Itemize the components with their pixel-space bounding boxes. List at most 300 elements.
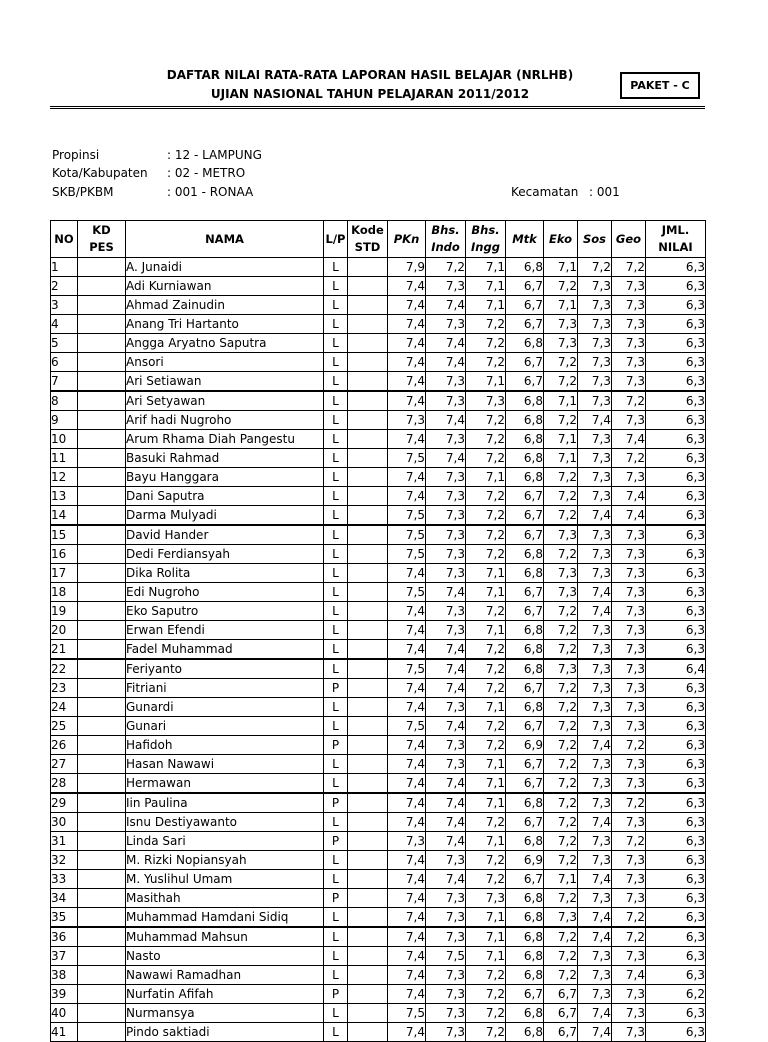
cell-bhs-indo: 7,4	[426, 640, 466, 660]
cell-geo: 7,3	[612, 602, 646, 621]
cell-pkn: 7,4	[388, 602, 426, 621]
cell-pkn: 7,4	[388, 793, 426, 813]
cell-bhs-ingg: 7,2	[466, 870, 506, 889]
cell-pkn: 7,4	[388, 1023, 426, 1042]
cell-jml-nilai: 6,3	[646, 851, 706, 870]
table-row	[51, 851, 706, 870]
cell-mtk: 6,7	[506, 602, 544, 621]
cell-lp: L	[324, 411, 348, 430]
cell-bhs-indo: 7,3	[426, 564, 466, 583]
cell-bhs-indo: 7,3	[426, 315, 466, 334]
col-eko: Eko	[544, 221, 578, 258]
table-row	[51, 334, 706, 353]
cell-bhs-ingg: 7,1	[466, 947, 506, 966]
cell-jml-nilai: 6,3	[646, 717, 706, 736]
cell-kode-std	[348, 545, 388, 564]
cell-lp: L	[324, 1004, 348, 1023]
cell-kd-pes	[78, 564, 126, 583]
cell-no: 7	[51, 372, 78, 392]
cell-nama: Ari Setiawan	[126, 372, 324, 392]
skb-label: SKB/PKBM	[52, 185, 114, 199]
cell-mtk: 6,8	[506, 1023, 544, 1042]
cell-no: 30	[51, 813, 78, 832]
cell-kd-pes	[78, 736, 126, 755]
cell-eko: 7,1	[544, 430, 578, 449]
cell-lp: L	[324, 277, 348, 296]
cell-kode-std	[348, 334, 388, 353]
cell-geo: 7,3	[612, 985, 646, 1004]
kecamatan-label: Kecamatan	[511, 185, 579, 199]
cell-kode-std	[348, 468, 388, 487]
cell-bhs-indo: 7,4	[426, 813, 466, 832]
cell-no: 38	[51, 966, 78, 985]
cell-nama: Hafidoh	[126, 736, 324, 755]
cell-bhs-ingg: 7,2	[466, 679, 506, 698]
cell-pkn: 7,4	[388, 487, 426, 506]
col-kd-pes	[78, 221, 126, 258]
cell-lp: L	[324, 698, 348, 717]
cell-lp: L	[324, 315, 348, 334]
table-row	[51, 736, 706, 755]
cell-mtk: 6,7	[506, 985, 544, 1004]
cell-bhs-indo: 7,4	[426, 870, 466, 889]
cell-mtk: 6,8	[506, 927, 544, 947]
cell-pkn: 7,3	[388, 411, 426, 430]
cell-no: 18	[51, 583, 78, 602]
cell-kd-pes	[78, 640, 126, 660]
cell-bhs-ingg: 7,2	[466, 602, 506, 621]
cell-kd-pes	[78, 430, 126, 449]
cell-lp: L	[324, 296, 348, 315]
cell-lp: L	[324, 927, 348, 947]
table-row	[51, 583, 706, 602]
table-row	[51, 908, 706, 928]
cell-sos: 7,3	[578, 640, 612, 660]
cell-jml-nilai: 6,3	[646, 430, 706, 449]
cell-bhs-ingg: 7,2	[466, 717, 506, 736]
cell-kode-std	[348, 449, 388, 468]
cell-nama: Hermawan	[126, 774, 324, 794]
cell-nama: Anang Tri Hartanto	[126, 315, 324, 334]
cell-sos: 7,3	[578, 334, 612, 353]
cell-pkn: 7,5	[388, 545, 426, 564]
kota-label: Kota/Kabupaten	[52, 166, 148, 180]
cell-mtk: 6,7	[506, 583, 544, 602]
cell-mtk: 6,9	[506, 851, 544, 870]
table-row	[51, 602, 706, 621]
cell-jml-nilai: 6,3	[646, 947, 706, 966]
cell-nama: Pindo saktiadi	[126, 1023, 324, 1042]
cell-jml-nilai: 6,3	[646, 966, 706, 985]
cell-bhs-ingg: 7,1	[466, 774, 506, 794]
cell-no: 8	[51, 391, 78, 411]
cell-mtk: 6,7	[506, 277, 544, 296]
table-row	[51, 947, 706, 966]
cell-bhs-ingg: 7,2	[466, 966, 506, 985]
cell-nama: Bayu Hanggara	[126, 468, 324, 487]
cell-no: 10	[51, 430, 78, 449]
cell-pkn: 7,4	[388, 315, 426, 334]
cell-pkn: 7,4	[388, 679, 426, 698]
cell-eko: 7,2	[544, 927, 578, 947]
cell-kode-std	[348, 564, 388, 583]
cell-no: 21	[51, 640, 78, 660]
cell-geo: 7,3	[612, 315, 646, 334]
cell-geo: 7,3	[612, 621, 646, 640]
cell-mtk: 6,8	[506, 621, 544, 640]
cell-kd-pes	[78, 545, 126, 564]
cell-mtk: 6,8	[506, 334, 544, 353]
cell-kd-pes	[78, 1023, 126, 1042]
cell-eko: 7,2	[544, 506, 578, 526]
cell-kode-std	[348, 870, 388, 889]
cell-bhs-indo: 7,4	[426, 679, 466, 698]
cell-kd-pes	[78, 525, 126, 545]
cell-bhs-indo: 7,3	[426, 908, 466, 928]
cell-geo: 7,3	[612, 296, 646, 315]
table-row	[51, 258, 706, 277]
cell-kd-pes	[78, 889, 126, 908]
cell-bhs-indo: 7,4	[426, 832, 466, 851]
table-row	[51, 927, 706, 947]
cell-nama: Fadel Muhammad	[126, 640, 324, 660]
cell-sos: 7,4	[578, 411, 612, 430]
cell-no: 2	[51, 277, 78, 296]
cell-sos: 7,3	[578, 947, 612, 966]
cell-mtk: 6,8	[506, 449, 544, 468]
cell-kd-pes	[78, 449, 126, 468]
cell-mtk: 6,8	[506, 468, 544, 487]
cell-pkn: 7,5	[388, 506, 426, 526]
cell-pkn: 7,4	[388, 966, 426, 985]
cell-geo: 7,2	[612, 793, 646, 813]
cell-bhs-ingg: 7,2	[466, 1004, 506, 1023]
cell-bhs-indo: 7,4	[426, 583, 466, 602]
cell-pkn: 7,4	[388, 296, 426, 315]
col-geo: Geo	[612, 221, 646, 258]
cell-pkn: 7,4	[388, 755, 426, 774]
cell-lp: L	[324, 966, 348, 985]
cell-pkn: 7,5	[388, 717, 426, 736]
cell-pkn: 7,4	[388, 468, 426, 487]
cell-no: 32	[51, 851, 78, 870]
cell-geo: 7,3	[612, 411, 646, 430]
cell-kode-std	[348, 1023, 388, 1042]
cell-geo: 7,3	[612, 755, 646, 774]
header-rule-top	[50, 106, 705, 107]
table-row	[51, 774, 706, 794]
cell-mtk: 6,7	[506, 487, 544, 506]
cell-sos: 7,3	[578, 717, 612, 736]
cell-pkn: 7,4	[388, 985, 426, 1004]
cell-jml-nilai: 6,3	[646, 602, 706, 621]
table-row	[51, 296, 706, 315]
cell-geo: 7,4	[612, 506, 646, 526]
cell-no: 14	[51, 506, 78, 526]
cell-kd-pes	[78, 698, 126, 717]
cell-lp: L	[324, 391, 348, 411]
table-row	[51, 793, 706, 813]
cell-jml-nilai: 6,3	[646, 793, 706, 813]
cell-pkn: 7,5	[388, 583, 426, 602]
cell-eko: 7,2	[544, 698, 578, 717]
cell-lp: L	[324, 621, 348, 640]
cell-eko: 7,3	[544, 564, 578, 583]
col-bhs-indo-line2: Indo	[431, 240, 460, 254]
table-row	[51, 468, 706, 487]
cell-eko: 7,3	[544, 908, 578, 928]
table-row	[51, 966, 706, 985]
cell-no: 3	[51, 296, 78, 315]
cell-eko: 7,2	[544, 966, 578, 985]
cell-kd-pes	[78, 621, 126, 640]
table-row	[51, 277, 706, 296]
cell-geo: 7,3	[612, 353, 646, 372]
cell-sos: 7,3	[578, 774, 612, 794]
cell-lp: L	[324, 372, 348, 392]
cell-no: 15	[51, 525, 78, 545]
cell-sos: 7,3	[578, 525, 612, 545]
cell-kd-pes	[78, 1004, 126, 1023]
cell-jml-nilai: 6,3	[646, 927, 706, 947]
col-kode-std-line2: STD	[354, 240, 381, 254]
cell-bhs-indo: 7,3	[426, 755, 466, 774]
cell-geo: 7,3	[612, 640, 646, 660]
col-jml-nilai-line2: NILAI	[658, 240, 693, 254]
cell-eko: 7,2	[544, 755, 578, 774]
cell-lp: L	[324, 870, 348, 889]
cell-sos: 7,3	[578, 679, 612, 698]
cell-no: 13	[51, 487, 78, 506]
cell-geo: 7,3	[612, 659, 646, 679]
cell-mtk: 6,7	[506, 813, 544, 832]
cell-no: 6	[51, 353, 78, 372]
cell-kode-std	[348, 736, 388, 755]
cell-geo: 7,3	[612, 851, 646, 870]
cell-eko: 7,2	[544, 947, 578, 966]
cell-jml-nilai: 6,3	[646, 621, 706, 640]
cell-kd-pes	[78, 985, 126, 1004]
cell-mtk: 6,8	[506, 430, 544, 449]
cell-lp: L	[324, 908, 348, 928]
cell-sos: 7,3	[578, 793, 612, 813]
cell-sos: 7,2	[578, 258, 612, 277]
cell-geo: 7,3	[612, 947, 646, 966]
cell-kd-pes	[78, 947, 126, 966]
cell-eko: 7,2	[544, 793, 578, 813]
cell-geo: 7,3	[612, 334, 646, 353]
cell-bhs-indo: 7,2	[426, 258, 466, 277]
cell-eko: 7,3	[544, 334, 578, 353]
cell-pkn: 7,4	[388, 621, 426, 640]
cell-kd-pes	[78, 602, 126, 621]
cell-kd-pes	[78, 506, 126, 526]
cell-bhs-ingg: 7,1	[466, 564, 506, 583]
cell-pkn: 7,4	[388, 353, 426, 372]
cell-bhs-indo: 7,4	[426, 774, 466, 794]
cell-geo: 7,2	[612, 258, 646, 277]
cell-kd-pes	[78, 353, 126, 372]
document-title: DAFTAR NILAI RATA-RATA LAPORAN HASIL BELAJAR (NRLHB)	[166, 68, 574, 82]
cell-no: 39	[51, 985, 78, 1004]
table-row	[51, 889, 706, 908]
cell-jml-nilai: 6,3	[646, 755, 706, 774]
cell-bhs-ingg: 7,2	[466, 736, 506, 755]
cell-nama: M. Yuslihul Umam	[126, 870, 324, 889]
cell-sos: 7,4	[578, 927, 612, 947]
cell-geo: 7,3	[612, 1023, 646, 1042]
col-kode-std-line1: Kode	[351, 223, 384, 237]
cell-geo: 7,2	[612, 832, 646, 851]
cell-kode-std	[348, 659, 388, 679]
cell-mtk: 6,8	[506, 258, 544, 277]
cell-bhs-ingg: 7,2	[466, 506, 506, 526]
paket-box: PAKET - C	[620, 72, 700, 99]
cell-sos: 7,3	[578, 449, 612, 468]
table-row	[51, 525, 706, 545]
cell-kd-pes	[78, 391, 126, 411]
cell-lp: L	[324, 717, 348, 736]
cell-jml-nilai: 6,3	[646, 1023, 706, 1042]
cell-pkn: 7,4	[388, 908, 426, 928]
cell-eko: 7,2	[544, 813, 578, 832]
cell-bhs-ingg: 7,3	[466, 391, 506, 411]
cell-lp: P	[324, 736, 348, 755]
propinsi-label: Propinsi	[52, 148, 100, 162]
cell-nama: Darma Mulyadi	[126, 506, 324, 526]
cell-mtk: 6,8	[506, 889, 544, 908]
cell-bhs-ingg: 7,1	[466, 698, 506, 717]
cell-sos: 7,3	[578, 391, 612, 411]
cell-geo: 7,3	[612, 717, 646, 736]
cell-geo: 7,3	[612, 564, 646, 583]
cell-eko: 7,2	[544, 277, 578, 296]
cell-bhs-indo: 7,4	[426, 449, 466, 468]
cell-no: 36	[51, 927, 78, 947]
table-row	[51, 353, 706, 372]
col-bhs-ingg	[466, 221, 506, 258]
cell-bhs-indo: 7,3	[426, 506, 466, 526]
cell-bhs-indo: 7,4	[426, 296, 466, 315]
cell-bhs-ingg: 7,2	[466, 487, 506, 506]
cell-kd-pes	[78, 372, 126, 392]
cell-geo: 7,3	[612, 525, 646, 545]
table-row	[51, 564, 706, 583]
cell-eko: 7,1	[544, 449, 578, 468]
cell-mtk: 6,7	[506, 296, 544, 315]
cell-geo: 7,2	[612, 927, 646, 947]
cell-bhs-indo: 7,3	[426, 736, 466, 755]
cell-jml-nilai: 6,3	[646, 258, 706, 277]
cell-jml-nilai: 6,3	[646, 774, 706, 794]
cell-no: 24	[51, 698, 78, 717]
cell-bhs-indo: 7,5	[426, 947, 466, 966]
cell-geo: 7,3	[612, 889, 646, 908]
cell-bhs-indo: 7,3	[426, 851, 466, 870]
cell-no: 28	[51, 774, 78, 794]
cell-kd-pes	[78, 832, 126, 851]
cell-lp: L	[324, 774, 348, 794]
cell-eko: 6,7	[544, 1004, 578, 1023]
cell-sos: 7,3	[578, 487, 612, 506]
cell-sos: 7,3	[578, 985, 612, 1004]
cell-kd-pes	[78, 659, 126, 679]
cell-kode-std	[348, 258, 388, 277]
cell-no: 16	[51, 545, 78, 564]
cell-no: 34	[51, 889, 78, 908]
table-header-row	[51, 221, 706, 258]
cell-bhs-ingg: 7,2	[466, 985, 506, 1004]
cell-bhs-ingg: 7,1	[466, 277, 506, 296]
cell-kd-pes	[78, 966, 126, 985]
cell-bhs-indo: 7,4	[426, 334, 466, 353]
cell-bhs-indo: 7,4	[426, 353, 466, 372]
cell-kd-pes	[78, 411, 126, 430]
cell-eko: 7,2	[544, 832, 578, 851]
cell-eko: 7,1	[544, 258, 578, 277]
cell-mtk: 6,8	[506, 793, 544, 813]
cell-kd-pes	[78, 679, 126, 698]
cell-sos: 7,3	[578, 832, 612, 851]
cell-sos: 7,3	[578, 315, 612, 334]
cell-bhs-indo: 7,3	[426, 889, 466, 908]
cell-mtk: 6,8	[506, 391, 544, 411]
cell-lp: L	[324, 334, 348, 353]
cell-nama: Basuki Rahmad	[126, 449, 324, 468]
cell-mtk: 6,7	[506, 525, 544, 545]
cell-jml-nilai: 6,3	[646, 372, 706, 392]
cell-pkn: 7,9	[388, 258, 426, 277]
cell-no: 40	[51, 1004, 78, 1023]
cell-mtk: 6,8	[506, 966, 544, 985]
cell-lp: L	[324, 545, 348, 564]
cell-jml-nilai: 6,3	[646, 870, 706, 889]
cell-lp: P	[324, 793, 348, 813]
cell-kd-pes	[78, 755, 126, 774]
cell-kode-std	[348, 717, 388, 736]
cell-pkn: 7,5	[388, 1004, 426, 1023]
cell-kd-pes	[78, 927, 126, 947]
cell-sos: 7,4	[578, 870, 612, 889]
cell-geo: 7,2	[612, 391, 646, 411]
col-lp: L/P	[324, 221, 348, 258]
cell-bhs-ingg: 7,2	[466, 315, 506, 334]
cell-eko: 7,3	[544, 583, 578, 602]
cell-kd-pes	[78, 468, 126, 487]
cell-jml-nilai: 6,3	[646, 506, 706, 526]
cell-nama: Isnu Destiyawanto	[126, 813, 324, 832]
cell-no: 9	[51, 411, 78, 430]
cell-jml-nilai: 6,3	[646, 698, 706, 717]
cell-bhs-indo: 7,3	[426, 468, 466, 487]
cell-no: 29	[51, 793, 78, 813]
cell-bhs-indo: 7,3	[426, 927, 466, 947]
table-row	[51, 1023, 706, 1042]
cell-bhs-ingg: 7,2	[466, 449, 506, 468]
cell-kode-std	[348, 411, 388, 430]
cell-mtk: 6,7	[506, 353, 544, 372]
cell-kode-std	[348, 430, 388, 449]
cell-lp: L	[324, 640, 348, 660]
cell-jml-nilai: 6,3	[646, 411, 706, 430]
cell-nama: David Hander	[126, 525, 324, 545]
cell-lp: L	[324, 1023, 348, 1042]
cell-eko: 7,2	[544, 353, 578, 372]
cell-bhs-indo: 7,3	[426, 372, 466, 392]
cell-mtk: 6,8	[506, 545, 544, 564]
cell-bhs-indo: 7,3	[426, 621, 466, 640]
cell-sos: 7,4	[578, 506, 612, 526]
